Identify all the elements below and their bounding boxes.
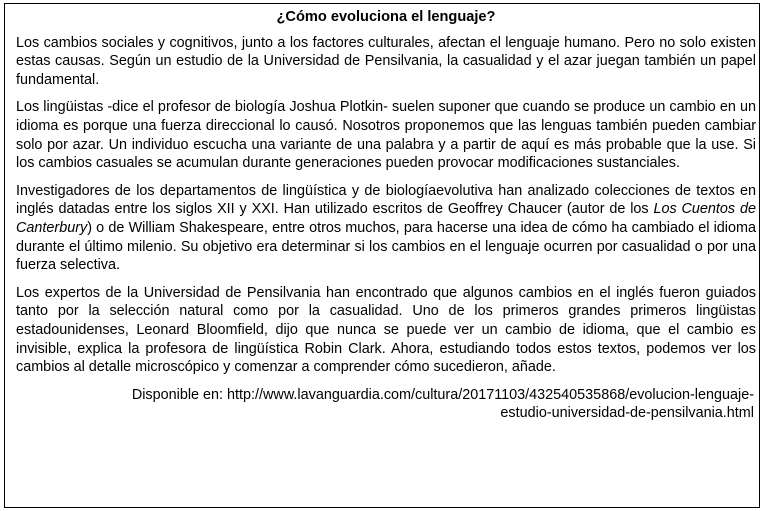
source-line-2: estudio-universidad-de-pensilvania.html xyxy=(500,405,754,422)
paragraph-1: Los cambios sociales y cognitivos, junto a los factores culturales, afectan el lenguaje humano. Pero no solo existen estas causas. Según un estudio de la Universidad de Pensilvania, la casualidad y el azar juegan también un papel fundamental. xyxy=(16,34,756,88)
source-citation xyxy=(16,386,756,423)
paragraph-3 xyxy=(16,182,756,275)
book-title-italic: Los Cuentos de Canterbury xyxy=(16,201,756,236)
paragraph-4: Los expertos de la Universidad de Pensilvania han encontrado que algunos cambios en el inglés fueron guiados tanto por la selección natural como por la casualidad. Uno de los primeros grandes primeros lingüistas estadounidenses, Leonard Bloomfield, dijo que nunca se puede ver un cambio de idioma, que el cambio es invisible, explica la profesora de lingüística Robin Clark. Ahora, estudiando todos estos textos, podemos ver los cambios al detalle microscópico y comenzar a comprender cómo sucedieron, añade. xyxy=(16,284,756,376)
article-title: ¿Cómo evoluciona el lenguaje? xyxy=(276,9,496,25)
source-line-1: Disponible en: http://www.lavanguardia.com/cultura/20171103/432540535868/evolucion-lenguaje- xyxy=(131,386,754,403)
article-content xyxy=(16,8,756,423)
paragraph-3-text-a: Investigadores de los departamentos de lingüística y de biologíaevolutiva han analizado colecciones de textos en inglés datadas entre los siglos XII y XXI. Han utilizado escritos de Geoffrey Chaucer (autor de los xyxy=(16,182,756,218)
article-frame xyxy=(4,3,760,508)
paragraph-3-text-b: ) o de William Shakespeare, entre otros muchos, para hacerse una idea de cómo ha cambiado el idioma durante el último milenio. Su objetivo era determinar si los cambios en el lenguaje ocurren por casualidad o por una fuerza selectiva. xyxy=(16,219,756,274)
paragraph-2: Los lingüistas -dice el profesor de biología Joshua Plotkin- suelen suponer que cuando se produce un cambio en un idioma es porque una fuerza direccional lo causó. Nosotros proponemos que las lenguas también pueden cambiar solo por azar. Un individuo escucha una variante de una palabra y a partir de aquí es más probable que la use. Si los cambios casuales se acumulan durante generaciones pueden provocar modificaciones sustanciales. xyxy=(16,99,756,172)
